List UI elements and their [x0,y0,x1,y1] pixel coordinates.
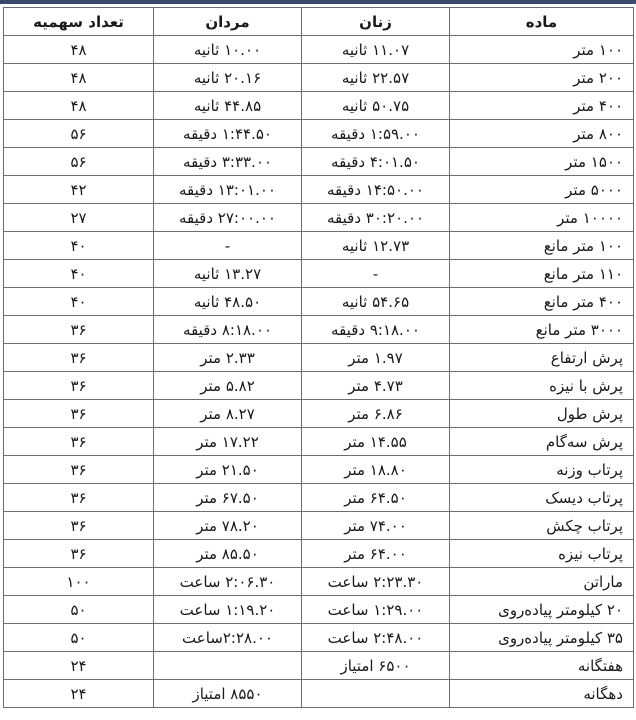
table-row [4,344,634,372]
event-cell: پرتاب دیسک [450,484,634,512]
women-cell: ۱:۵۹.۰۰ دقیقه [302,120,450,148]
quota-cell: ۳۶ [4,456,154,484]
quota-cell: ۴۲ [4,176,154,204]
women-cell: ۲۲.۵۷ ثانیه [302,64,450,92]
event-cell: ۳۰۰۰ متر مانع [450,316,634,344]
quota-cell: ۵۰ [4,624,154,652]
table-row [4,204,634,232]
table-row [4,652,634,680]
men-cell: ۶۷.۵۰ متر [154,484,302,512]
women-cell: ۶۴.۰۰ متر [302,540,450,568]
table-row [4,36,634,64]
table-row [4,316,634,344]
event-cell: ۳۵ کیلومتر پیاده‌روی [450,624,634,652]
men-cell: ۲۱.۵۰ متر [154,456,302,484]
women-cell: ۷۴.۰۰ متر [302,512,450,540]
men-cell: ۱۷.۲۲ متر [154,428,302,456]
table-row [4,596,634,624]
event-cell: ۱۱۰ متر مانع [450,260,634,288]
quota-cell: ۱۰۰ [4,568,154,596]
table-row [4,568,634,596]
men-cell: ۲:۰۶.۳۰ ساعت [154,568,302,596]
quota-cell: ۴۰ [4,260,154,288]
women-cell: ۶.۸۶ متر [302,400,450,428]
header-event: ماده [450,8,634,36]
women-cell: ۵۴.۶۵ ثانیه [302,288,450,316]
table-row [4,232,634,260]
quota-cell: ۵۶ [4,120,154,148]
women-cell: ۱.۹۷ متر [302,344,450,372]
men-cell: ۱:۱۹.۲۰ ساعت [154,596,302,624]
women-cell: ۱۲.۷۳ ثانیه [302,232,450,260]
women-cell: ۹:۱۸.۰۰ دقیقه [302,316,450,344]
table-row [4,456,634,484]
quota-cell: ۴۸ [4,36,154,64]
event-cell: ۴۰۰ متر مانع [450,288,634,316]
quota-cell: ۳۶ [4,372,154,400]
women-cell: ۶۵۰۰ امتیاز [302,652,450,680]
women-cell: ۶۴.۵۰ متر [302,484,450,512]
header-men: مردان [154,8,302,36]
men-cell: ۸۵۵۰ امتیاز [154,680,302,708]
quota-cell: ۳۶ [4,316,154,344]
men-cell: ۲۰.۱۶ ثانیه [154,64,302,92]
table-row [4,512,634,540]
men-cell: - [154,232,302,260]
quota-cell: ۳۶ [4,512,154,540]
quota-cell: ۲۷ [4,204,154,232]
quota-cell: ۲۴ [4,652,154,680]
table-row [4,372,634,400]
quota-cell: ۳۶ [4,428,154,456]
event-cell: ۴۰۰ متر [450,92,634,120]
event-cell: پرش با نیزه [450,372,634,400]
women-cell: ۱۸.۸۰ متر [302,456,450,484]
table-row [4,288,634,316]
event-cell: پرتاب وزنه [450,456,634,484]
men-cell: ۲۷:۰۰.۰۰ دقیقه [154,204,302,232]
women-cell: ۵۰.۷۵ ثانیه [302,92,450,120]
quota-cell: ۵۶ [4,148,154,176]
event-cell: پرش طول [450,400,634,428]
women-cell: ۱۱.۰۷ ثانیه [302,36,450,64]
table-row [4,428,634,456]
women-cell: ۱:۲۹.۰۰ ساعت [302,596,450,624]
table-row [4,176,634,204]
event-cell: ماراتن [450,568,634,596]
women-cell: ۱۴.۵۵ متر [302,428,450,456]
event-cell: هفتگانه [450,652,634,680]
men-cell: ۵.۸۲ متر [154,372,302,400]
qualification-table [3,7,634,708]
event-cell: ۲۰ کیلومتر پیاده‌روی [450,596,634,624]
event-cell: پرتاب چکش [450,512,634,540]
event-cell: ۵۰۰۰ متر [450,176,634,204]
men-cell [154,652,302,680]
men-cell: ۱۳:۰۱.۰۰ دقیقه [154,176,302,204]
event-cell: دهگانه [450,680,634,708]
event-cell: ۱۰۰ متر مانع [450,232,634,260]
event-cell: ۲۰۰ متر [450,64,634,92]
men-cell: ۸.۲۷ متر [154,400,302,428]
header-row [4,8,634,36]
table-row [4,484,634,512]
event-cell: ۱۵۰۰ متر [450,148,634,176]
men-cell: ۸:۱۸.۰۰ دقیقه [154,316,302,344]
quota-cell: ۵۰ [4,596,154,624]
table-row [4,64,634,92]
table-row [4,148,634,176]
men-cell: ۲.۳۳ متر [154,344,302,372]
table-row [4,540,634,568]
header-quota: تعداد سهمیه [4,8,154,36]
men-cell: ۴۴.۸۵ ثانیه [154,92,302,120]
quota-cell: ۳۶ [4,400,154,428]
women-cell: ۱۴:۵۰.۰۰ دقیقه [302,176,450,204]
men-cell: ۸۵.۵۰ متر [154,540,302,568]
event-cell: ۸۰۰ متر [450,120,634,148]
table-row [4,624,634,652]
table-body [4,36,634,708]
quota-cell: ۳۶ [4,484,154,512]
quota-cell: ۳۶ [4,540,154,568]
event-cell: ۱۰۰ متر [450,36,634,64]
top-bar [0,0,636,4]
table-row [4,680,634,708]
women-cell [302,680,450,708]
quota-cell: ۴۰ [4,288,154,316]
event-cell: پرش سه‌گام [450,428,634,456]
men-cell: ۱۰.۰۰ ثانیه [154,36,302,64]
event-cell: پرش ارتفاع [450,344,634,372]
women-cell: ۴.۷۳ متر [302,372,450,400]
event-cell: ۱۰۰۰۰ متر [450,204,634,232]
quota-cell: ۲۴ [4,680,154,708]
table-row [4,120,634,148]
quota-cell: ۳۶ [4,344,154,372]
women-cell: ۳۰:۲۰.۰۰ دقیقه [302,204,450,232]
women-cell: ۲:۴۸.۰۰ ساعت [302,624,450,652]
women-cell: - [302,260,450,288]
men-cell: ۱۳.۲۷ ثانیه [154,260,302,288]
table-row [4,400,634,428]
men-cell: ۷۸.۲۰ متر [154,512,302,540]
men-cell: ۲:۲۸.۰۰ساعت [154,624,302,652]
women-cell: ۲:۲۳.۳۰ ساعت [302,568,450,596]
table-row [4,92,634,120]
table-row [4,260,634,288]
women-cell: ۴:۰۱.۵۰ دقیقه [302,148,450,176]
men-cell: ۴۸.۵۰ ثانیه [154,288,302,316]
men-cell: ۱:۴۴.۵۰ دقیقه [154,120,302,148]
header-women: زنان [302,8,450,36]
event-cell: پرتاب نیزه [450,540,634,568]
quota-cell: ۴۸ [4,92,154,120]
quota-cell: ۴۰ [4,232,154,260]
men-cell: ۳:۳۳.۰۰ دقیقه [154,148,302,176]
quota-cell: ۴۸ [4,64,154,92]
